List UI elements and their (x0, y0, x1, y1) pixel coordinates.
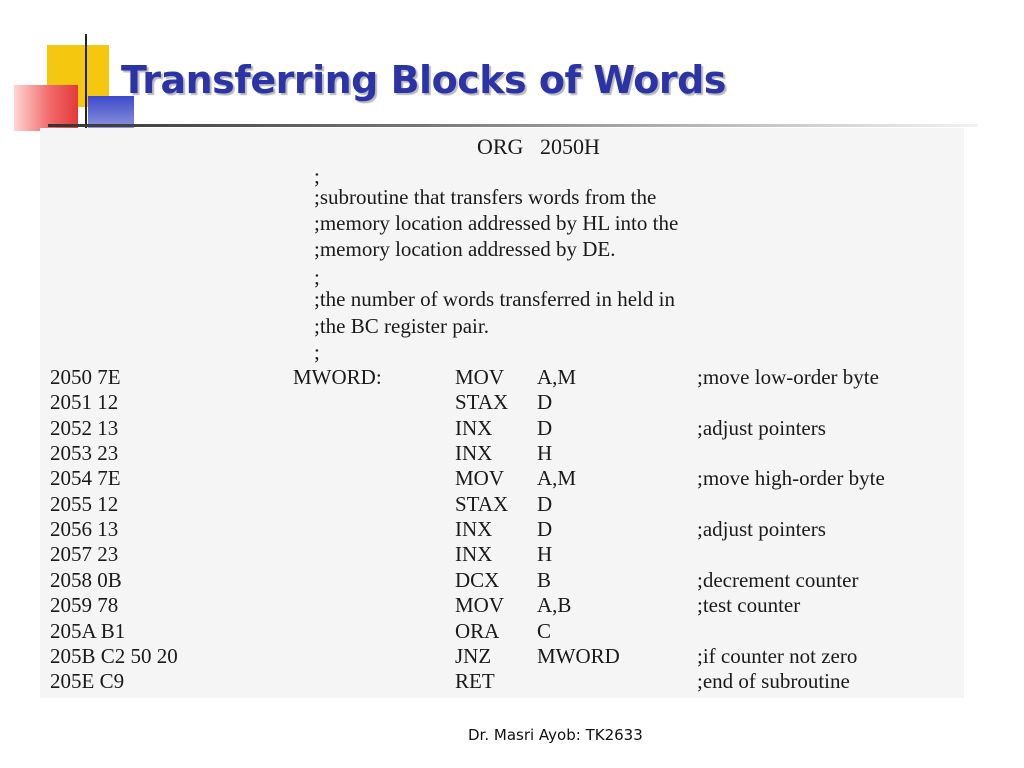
operand: A,M (537, 466, 577, 490)
listing-row (40, 468, 964, 494)
line-comment: ;adjust pointers (697, 517, 826, 541)
operand: A,M (537, 365, 577, 389)
listing-row (40, 671, 964, 697)
address-code: 2053 23 (50, 441, 119, 465)
line-comment: ;if counter not zero (697, 644, 858, 668)
address-code: 205B C2 50 20 (50, 644, 178, 668)
mnemonic: INX (455, 441, 493, 465)
operand: D (537, 390, 553, 414)
org-directive: ORG 2050H (477, 134, 600, 159)
address-code: 2051 12 (50, 390, 119, 414)
address-code: 2054 7E (50, 466, 121, 490)
operand: H (537, 542, 553, 566)
comment-line: ;subroutine that transfers words from the (314, 185, 657, 209)
line-comment: ;end of subroutine (697, 669, 850, 693)
mnemonic: STAX (455, 492, 509, 516)
address-code: 2056 13 (50, 517, 119, 541)
decor-vertical-line (85, 34, 87, 128)
listing-row (40, 418, 964, 444)
line-comment: ;decrement counter (697, 568, 859, 592)
address-code: 2057 23 (50, 542, 119, 566)
slide-title: Transferring Blocks of Words (121, 58, 726, 102)
operand: B (537, 568, 552, 592)
mnemonic: STAX (455, 390, 509, 414)
label: MWORD: (293, 365, 382, 389)
operand: H (537, 441, 553, 465)
line-comment: ;adjust pointers (697, 416, 826, 440)
address-code: 2059 78 (50, 593, 119, 617)
address-code: 205A B1 (50, 619, 126, 643)
line-comment: ;move high-order byte (697, 466, 885, 490)
line-comment: ;move low-order byte (697, 365, 879, 389)
mnemonic: ORA (455, 619, 500, 643)
slide-footer: Dr. Masri Ayob: TK2633 (468, 726, 643, 744)
listing-row (40, 544, 964, 570)
operand: A,B (537, 593, 572, 617)
mnemonic: INX (455, 542, 493, 566)
mnemonic: MOV (455, 466, 505, 490)
operand: MWORD (537, 644, 620, 668)
comment-line: ; (314, 340, 320, 364)
listing-row (40, 519, 964, 545)
comment-line: ;memory location addressed by DE. (314, 237, 616, 261)
operand: D (537, 416, 553, 440)
address-code: 2058 0B (50, 568, 122, 592)
listing-row (40, 595, 964, 621)
comment-line: ;the BC register pair. (314, 314, 489, 338)
mnemonic: MOV (455, 593, 505, 617)
line-comment: ;test counter (697, 593, 801, 617)
operand: D (537, 492, 553, 516)
operand: C (537, 619, 552, 643)
address-code: 2052 13 (50, 416, 119, 440)
comment-line: ; (314, 265, 320, 289)
mnemonic: JNZ (455, 644, 492, 668)
address-code: 2050 7E (50, 365, 121, 389)
comment-line: ; (314, 164, 320, 188)
mnemonic: MOV (455, 365, 505, 389)
mnemonic: INX (455, 517, 493, 541)
listing-row (40, 392, 964, 418)
address-code: 2055 12 (50, 492, 119, 516)
address-code: 205E C9 (50, 669, 125, 693)
mnemonic: INX (455, 416, 493, 440)
comment-line: ;memory location addressed by HL into the (314, 211, 679, 235)
mnemonic: DCX (455, 568, 500, 592)
comment-line: ;the number of words transferred in held in (314, 287, 675, 311)
operand: D (537, 517, 553, 541)
title-underline (48, 124, 978, 127)
assembly-listing (40, 128, 964, 698)
mnemonic: RET (455, 669, 495, 693)
